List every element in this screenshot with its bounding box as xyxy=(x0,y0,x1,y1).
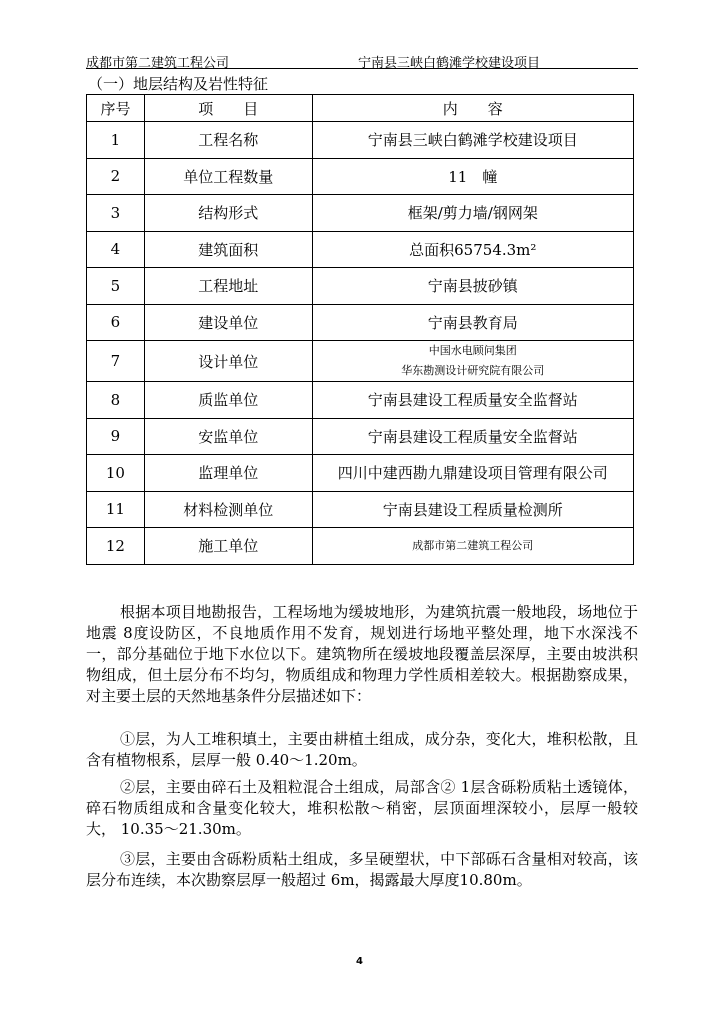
row-item: 质监单位 xyxy=(144,382,312,419)
paragraph-layer-1: ①层，为人工堆积填土，主要由耕植土组成，成分杂，变化大，堆积松散，且含有植物根系，层厚一般 0.40～1.20m。 xyxy=(86,730,638,769)
row-no: 2 xyxy=(87,158,145,195)
paragraph-layer-3: ③层，主要由含砾粉质粘土组成，多呈硬塑状，中下部砾石含量相对较高，该层分布连续，本次勘察层厚一般超过 6m，揭露最大厚度10.80m。 xyxy=(86,850,638,889)
row-item: 建筑面积 xyxy=(144,231,312,268)
header-company: 成都市第二建筑工程公司 xyxy=(86,56,230,71)
row-no: 9 xyxy=(87,418,145,455)
row-no: 8 xyxy=(87,382,145,419)
row-content: 宁南县建设工程质量安全监督站 xyxy=(312,418,633,455)
row-item: 结构形式 xyxy=(144,195,312,232)
table-row xyxy=(87,304,634,341)
row-item: 材料检测单位 xyxy=(144,491,312,528)
header-item: 项 目 xyxy=(144,95,312,122)
row-content: 四川中建西勘九鼎建设项目管理有限公司 xyxy=(312,455,633,492)
row-content: 宁南县建设工程质量安全监督站 xyxy=(312,382,633,419)
row-content: 宁南县披砂镇 xyxy=(312,268,633,305)
row-no: 6 xyxy=(87,304,145,341)
row-item: 监理单位 xyxy=(144,455,312,492)
table-header-row xyxy=(87,95,634,122)
paragraph-layer-2: ②层，主要由碎石土及粗粒混合土组成，局部含② 1层含砾粉质粘土透镜体，碎石物质组成和含量变化较大，堆积松散～稍密，层顶面埋深较小，层厚一般较大， 10.35～21.30m。 xyxy=(86,778,638,838)
header-project: 宁南县三峡白鹤滩学校建设项目 xyxy=(358,56,541,71)
row-no: 5 xyxy=(87,268,145,305)
row-item: 安监单位 xyxy=(144,418,312,455)
body-text-layer-1 xyxy=(86,729,638,771)
row-content: 总面积65754.3m² xyxy=(312,231,633,268)
header-no: 序号 xyxy=(87,95,145,122)
row-content: 宁南县教育局 xyxy=(312,304,633,341)
table-row xyxy=(87,268,634,305)
table-row xyxy=(87,528,634,565)
page-header xyxy=(86,50,638,70)
designer-line-1: 中国水电顾问集团 xyxy=(428,344,517,357)
table-row xyxy=(87,455,634,492)
row-item: 单位工程数量 xyxy=(144,158,312,195)
project-info-table xyxy=(86,94,634,565)
table-row xyxy=(87,382,634,419)
row-no: 3 xyxy=(87,195,145,232)
row-content: 宁南县建设工程质量检测所 xyxy=(312,491,633,528)
row-no: 1 xyxy=(87,122,145,159)
row-no: 7 xyxy=(87,341,145,382)
designer-line-2: 华东勘测设计研究院有限公司 xyxy=(401,364,545,377)
row-content: 11 幢 xyxy=(312,158,633,195)
table-row xyxy=(87,341,634,382)
row-content xyxy=(312,341,633,382)
row-no: 4 xyxy=(87,231,145,268)
table-row xyxy=(87,231,634,268)
body-text xyxy=(86,602,638,707)
body-text-layer-2 xyxy=(86,777,638,840)
row-item: 施工单位 xyxy=(144,528,312,565)
body-text-layer-3 xyxy=(86,849,638,891)
row-item: 工程地址 xyxy=(144,268,312,305)
table-row xyxy=(87,418,634,455)
row-no: 10 xyxy=(87,455,145,492)
table-row xyxy=(87,122,634,159)
builder-name: 成都市第二建筑工程公司 xyxy=(412,538,534,552)
header-divider xyxy=(86,68,638,69)
row-content: 框架/剪力墙/钢网架 xyxy=(312,195,633,232)
row-item: 建设单位 xyxy=(144,304,312,341)
row-content xyxy=(312,528,633,565)
table-row xyxy=(87,158,634,195)
row-item: 设计单位 xyxy=(144,341,312,382)
section-title: （一）地层结构及岩性特征 xyxy=(88,75,269,93)
table-row xyxy=(87,491,634,528)
row-content: 宁南县三峡白鹤滩学校建设项目 xyxy=(312,122,633,159)
paragraph-intro: 根据本项目地勘报告，工程场地为缓坡地形，为建筑抗震一般地段，场地位于地震 8度设防区，不良地质作用不发育，规划进行场地平整处理，地下水深浅不一，部分基础位于地下水位以下。建筑物所在缓坡地段覆盖层深厚，主要由坡洪积物组成，但土层分布不均匀，物质组成和物理力学性质相差较大。根据勘察成果，对主要土层的天然地基条件分层描述如下： xyxy=(86,603,638,705)
row-no: 12 xyxy=(87,528,145,565)
table-row xyxy=(87,195,634,232)
header-content: 内 容 xyxy=(312,95,633,122)
row-item: 工程名称 xyxy=(144,122,312,159)
page-number: 4 xyxy=(356,956,363,967)
row-no: 11 xyxy=(87,491,145,528)
